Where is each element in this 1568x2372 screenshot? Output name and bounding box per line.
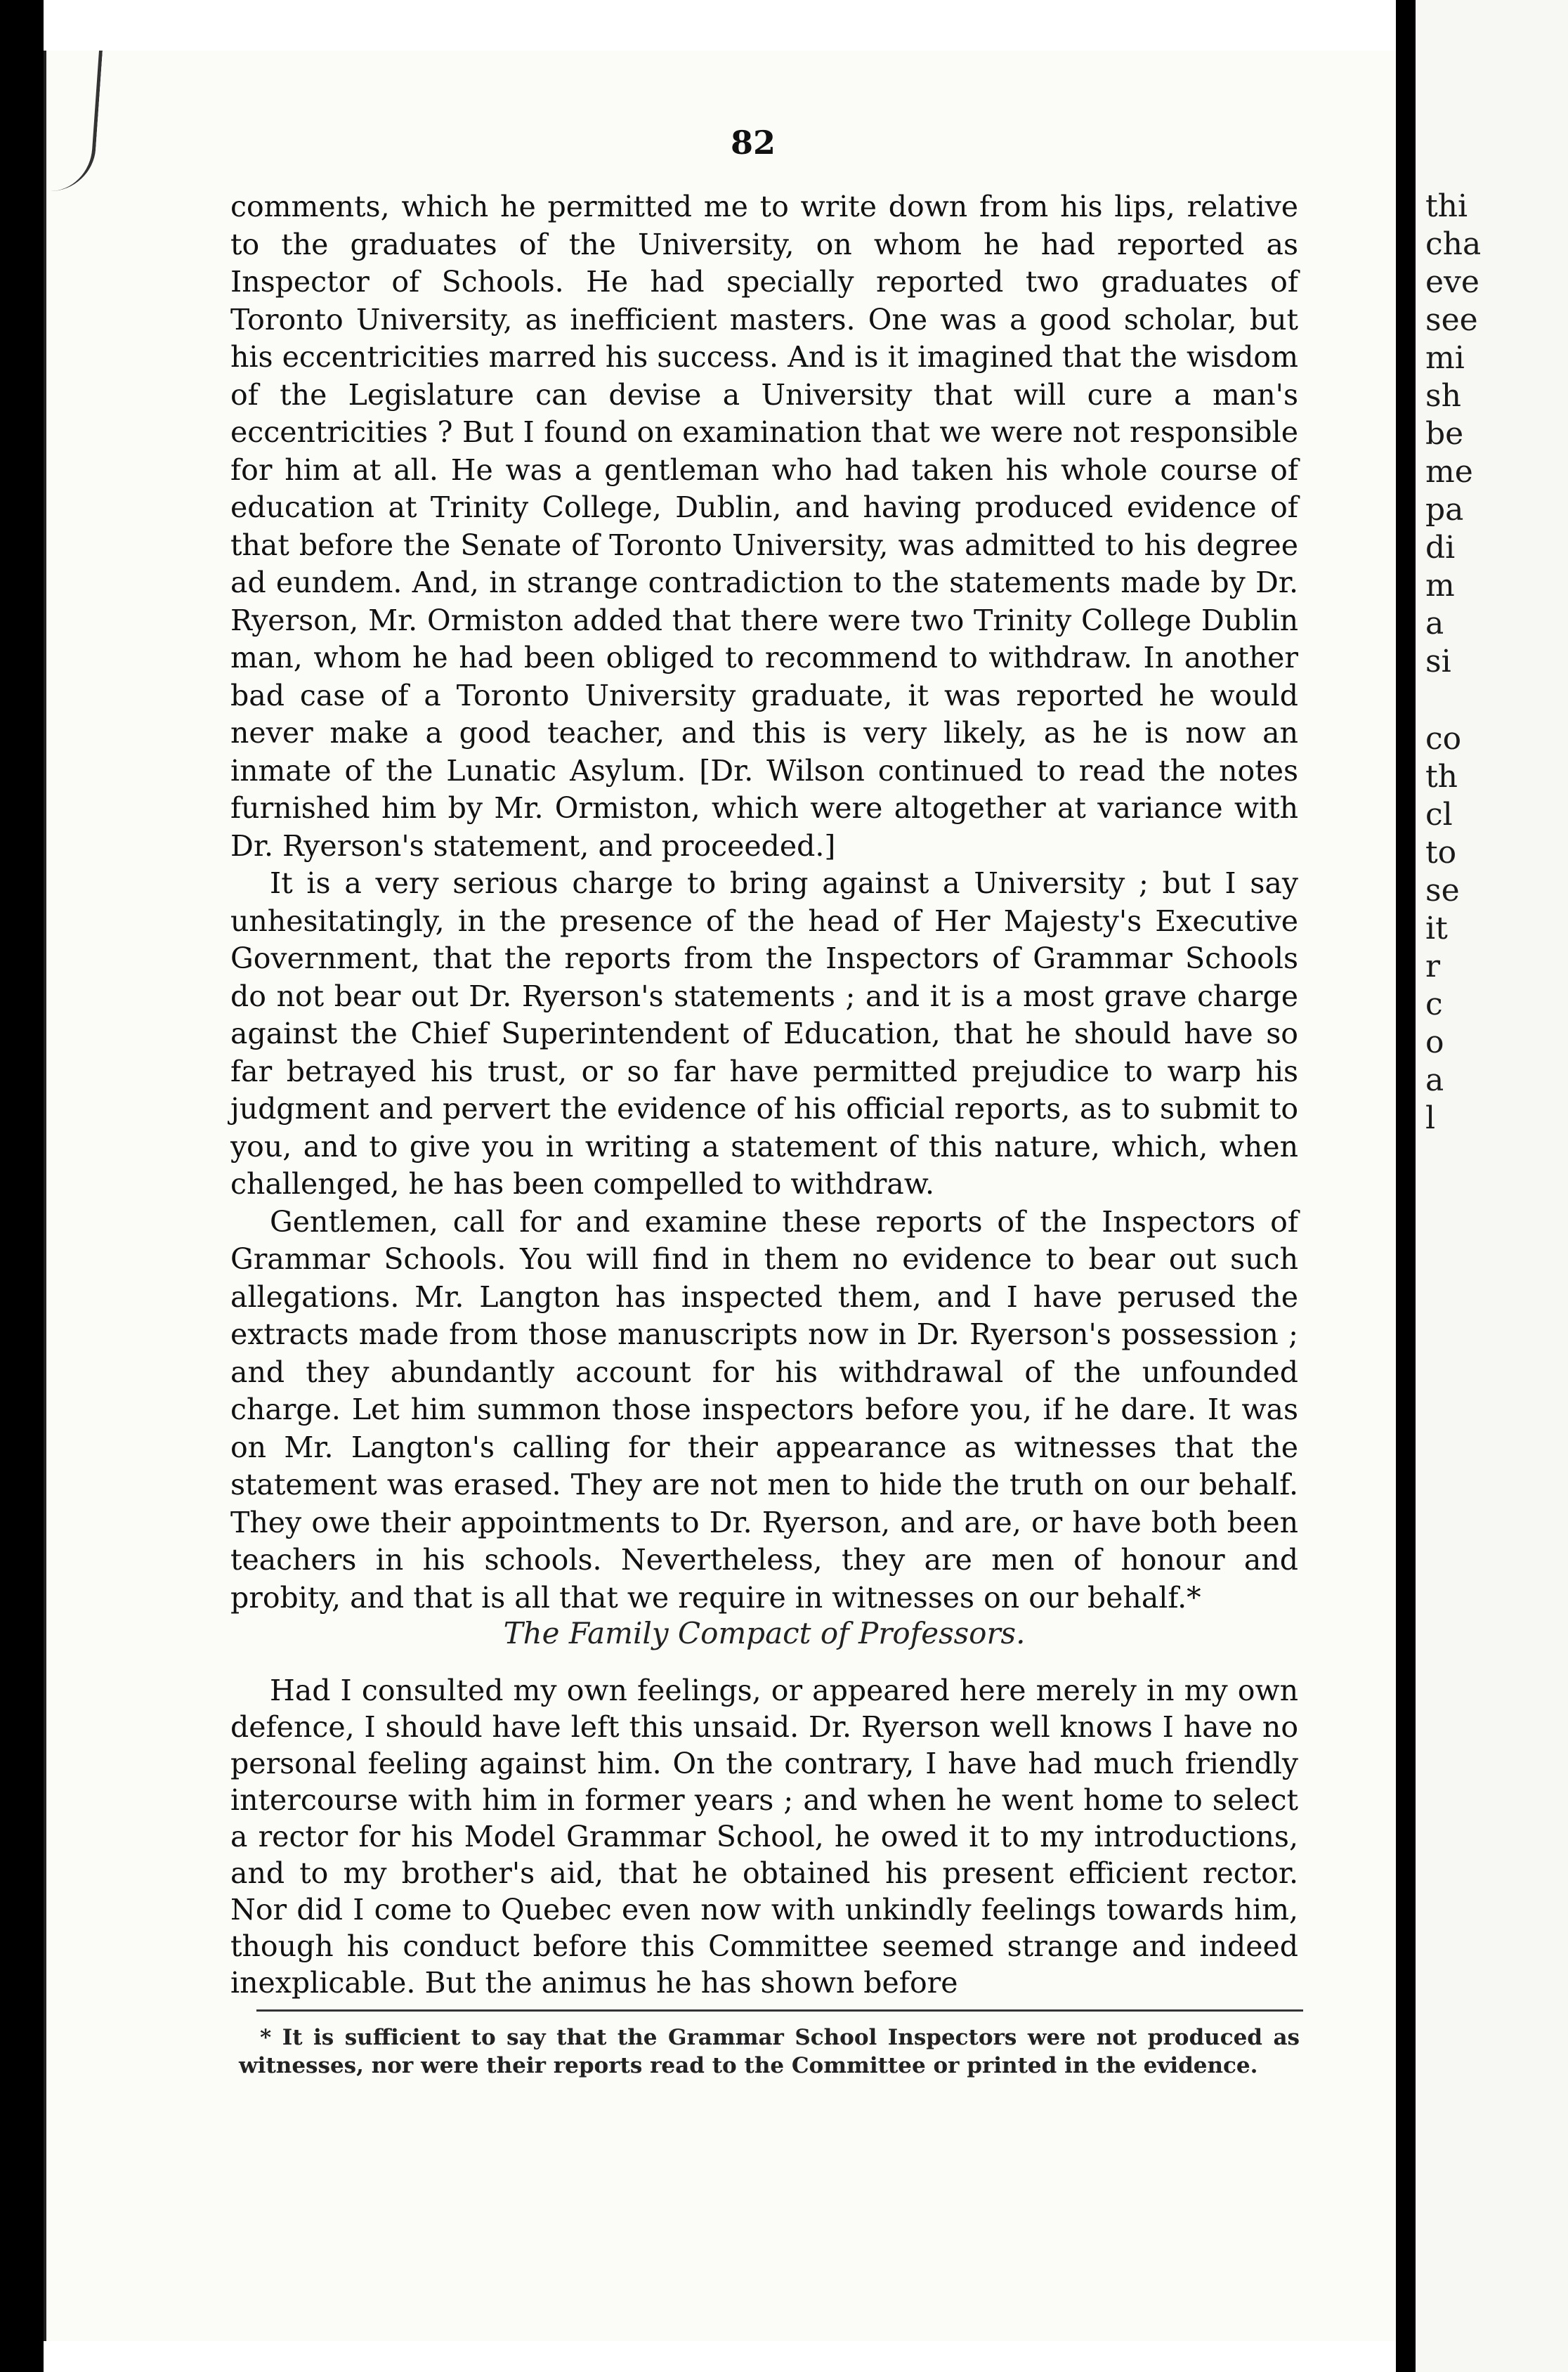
paragraph-2: It is a very serious charge to bring against a University ; but I say unhesitatingly, in the presence of the head of Her Majesty's Executive Government, that the reports from the Inspectors of Grammar Schools do not bear out Dr. Ryerson's statements ; and it is a most grave charge against the Chief Superintendent of Education, that he should have so far betrayed his trust, or so far have permitted prejudice to warp his judgment and pervert the evidence of his official reports, as to submit to you, and to give you in writing a statement of this nature, which, when challenged, he has been compelled to withdraw. <box>230 866 1298 1201</box>
next-page-fragment: eve <box>1425 264 1479 300</box>
section-heading: The Family Compact of Professors. <box>503 1616 1026 1650</box>
next-page-fragment: a <box>1425 1062 1444 1098</box>
next-page-fragment: me <box>1425 454 1473 490</box>
next-page-fragment: c <box>1425 986 1443 1022</box>
next-page-fragment: a <box>1425 606 1444 641</box>
paragraph-1: comments, which he permitted me to write down from his lips, relative to the graduates of the University, on whom he had reported as Inspector of Schools. He had specially reported two graduates of Toronto University, as inefficient masters. One was a good scholar, but his eccentricities marred his success. And is it imagined that the wisdom of the Legislature can devise a University that will cure a man's eccentricities ? But I found on examination that we were not responsible for him at all. He was a gentleman who had taken his whole course of education at Trinity College, Dublin, and having produced evidence of that before the Senate of Toronto University, was admitted to his degree ad eundem. And, in strange contradiction to the statements made by Dr. Ryerson, Mr. Ormiston added that there were two Trinity College Dublin man, whom he had been obliged to recommend to withdraw. In another bad case of a Toronto University graduate, it was reported he would never make a good teacher, and this is very likely, as he is now an inmate of the Lunatic Asylum. [Dr. Wilson continued to read the notes furnished him by Mr. Ormiston, which were altogether at variance with Dr. Ryerson's statement, and proceeded.] <box>230 190 1298 863</box>
next-page-sliver <box>1416 0 1568 2372</box>
next-page-fragment: di <box>1425 530 1456 566</box>
paragraph-4: Had I consulted my own feelings, or appeared here merely in my own defence, I should have left this unsaid. Dr. Ryerson well knows I have no personal feeling against him. On the contrary, I have had much friendly intercourse with him in former years ; and when he went home to select a rector for his Model Grammar School, he owed it to my introductions, and to my brother's aid, that he obtained his present efficient rector. Nor did I come to Quebec even now with unkindly feelings towards him, though his conduct before this Committee seemed strange and indeed inexplicable. But the animus he has shown before <box>230 1674 1298 2000</box>
next-page-fragment: mi <box>1425 340 1465 376</box>
body-text-2 <box>230 1672 1298 2001</box>
next-page-fragment: pa <box>1425 492 1464 528</box>
next-page-fragment: th <box>1425 759 1458 795</box>
next-page-fragment: thi <box>1425 188 1468 224</box>
next-page-fragment: r <box>1425 949 1441 984</box>
footnote-rule <box>256 2009 1303 2012</box>
next-page-fragment: be <box>1425 416 1464 452</box>
next-page-fragment: cl <box>1425 797 1453 833</box>
next-page-fragment: it <box>1425 911 1448 946</box>
body-text <box>230 188 1298 1617</box>
next-page-fragment: l <box>1425 1100 1436 1136</box>
page-gutter <box>1396 0 1416 2372</box>
next-page-fragment: se <box>1425 873 1460 908</box>
scanner-border <box>0 0 44 2372</box>
next-page-fragment: o <box>1425 1024 1444 1060</box>
next-page-fragment: cha <box>1425 226 1482 262</box>
next-page-fragment: see <box>1425 302 1478 338</box>
next-page-fragment: co <box>1425 721 1462 757</box>
footnote: * It is sufficient to say that the Grammar School Inspectors were not produced as witnesses, nor were their reports read to the Committee or printed in the evidence. <box>239 2025 1300 2078</box>
next-page-fragment: to <box>1425 835 1457 871</box>
paragraph-3: Gentlemen, call for and examine these reports of the Inspectors of Grammar Schools. You will find in them no evidence to bear out such allegations. Mr. Langton has inspected them, and I have perused the extracts made from those manuscripts now in Dr. Ryerson's possession ; and they abundantly account for his withdrawal of the unfounded charge. Let him summon those inspectors before you, if he dare. It was on Mr. Langton's calling for their appearance as witnesses that the statement was erased. They are not men to hide the truth on our behalf. They owe their appointments to Dr. Ryerson, and are, or have both been teachers in his schools. Nevertheless, they are men of honour and probity, and that is all that we require in witnesses on our behalf.* <box>230 1204 1298 1615</box>
next-page-fragment: si <box>1425 644 1451 679</box>
next-page-fragment: m <box>1425 568 1455 604</box>
page-number: 82 <box>731 124 776 162</box>
next-page-fragment: sh <box>1425 378 1461 414</box>
